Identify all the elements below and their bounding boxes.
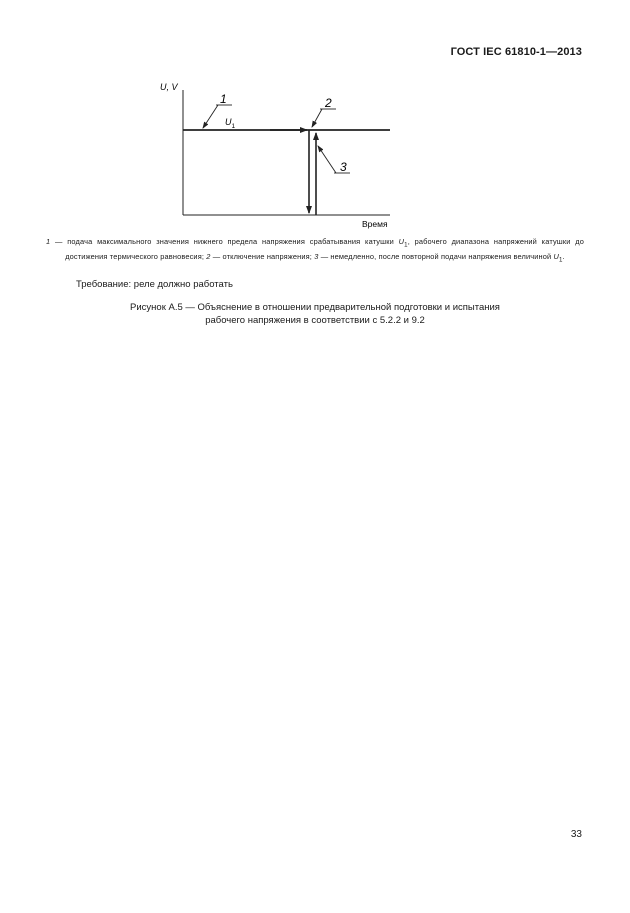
legend-u-symbol: U [398,237,405,246]
legend-text-1: — подача максимального значения нижнего предела напряжения срабатывания катушки [50,237,399,246]
x-axis-label: Время [362,219,388,229]
callout-3: 3 [340,160,347,174]
callout-1: 1 [220,92,227,106]
u1-label: $U_1$ [225,117,236,130]
legend-end: . [562,252,565,262]
callout-2-leader [312,109,322,127]
caption-line-2: рабочего напряжения в соответствии с 5.2.2 и 9.2 [205,315,425,326]
legend-number-1: 1 [46,237,51,246]
figure-caption [80,301,550,327]
y-axis-label: U, V [160,82,178,92]
document-header: ГОСТ IEC 61810-1—2013 [450,46,582,58]
callout-3-leader [318,146,336,173]
requirement-text: Требование: реле должно работать [76,279,233,290]
callout-1-leader [203,105,218,128]
figure-legend [46,236,584,267]
legend-number-3: 3 [314,252,319,262]
legend-u-subscript: 1 [404,241,408,249]
legend-number-2: 2 [206,252,211,262]
legend-text-2: , рабочего диапазона напряжений катушки до достижения термического равновесия; [65,237,584,262]
legend-u-subscript-2: 1 [559,256,563,264]
legend-text-4: — немедленно, после повторной подачи напряжения величиной [318,252,554,262]
voltage-time-diagram [150,72,410,232]
callout-2: 2 [325,96,332,110]
legend-text-3: — отключение напряжения; [210,252,315,262]
caption-line-1: Рисунок А.5 — Объяснение в отношении предварительной подготовки и испытания [130,302,500,313]
legend-u-symbol-2: U [553,252,560,262]
page-number: 33 [570,829,582,840]
